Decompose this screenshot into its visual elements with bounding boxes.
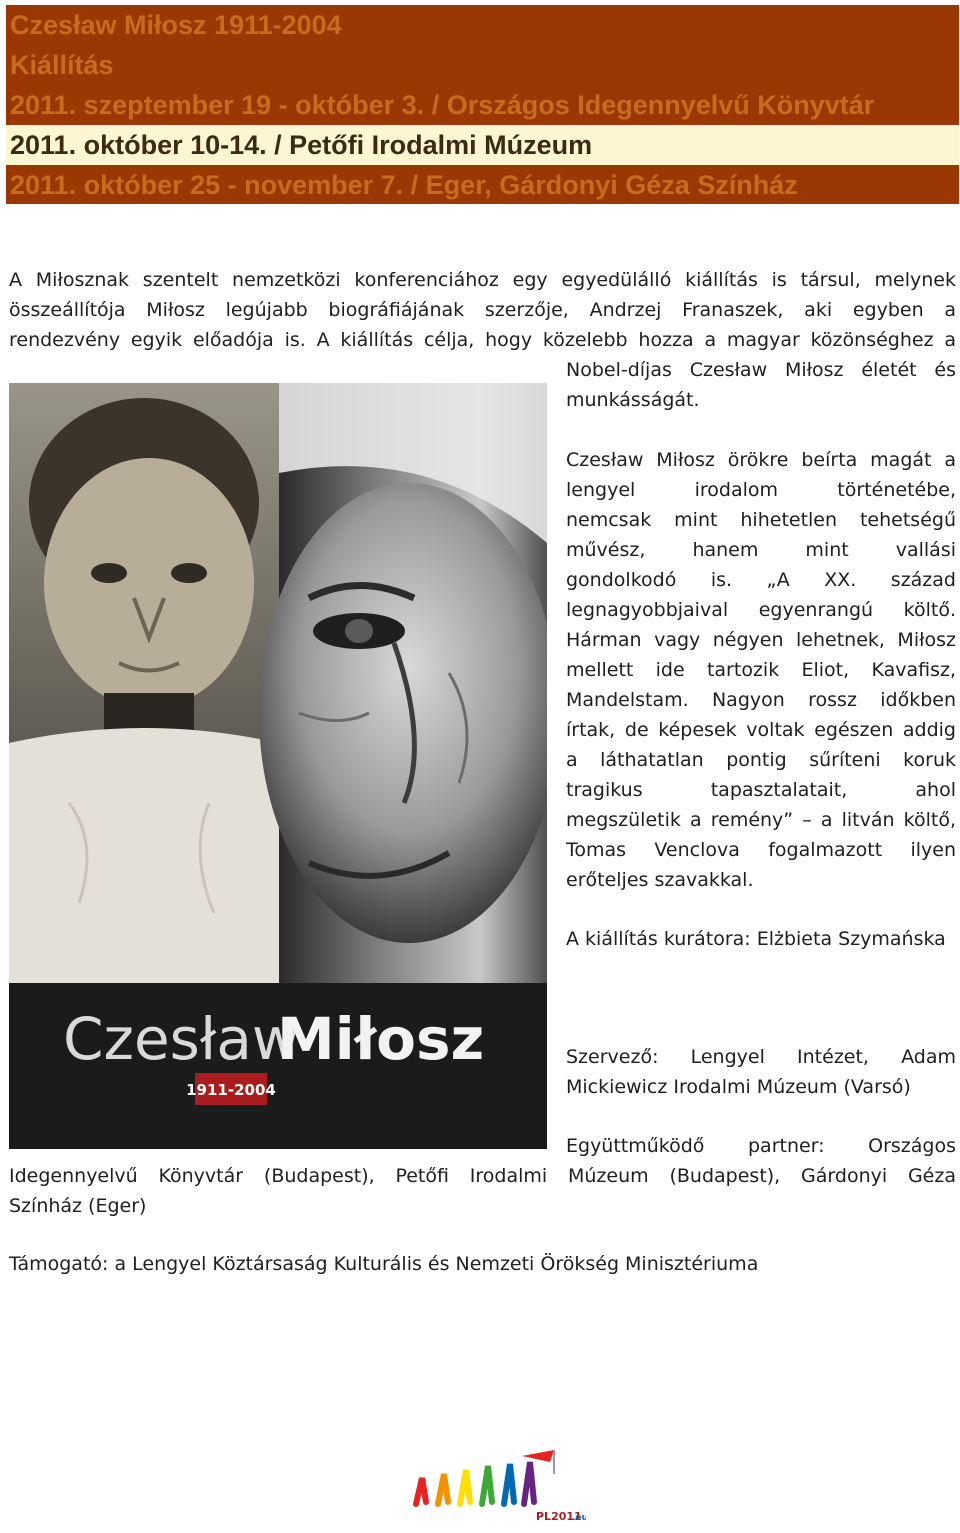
header-banner [6, 5, 959, 204]
tribute-line: lengyel irodalom történetébe, [566, 479, 956, 501]
tribute-line: tragikus tapasztalatait, ahol [566, 779, 956, 801]
logo-text: PL2011 [536, 1510, 582, 1523]
intro-line: A Miłosznak szentelt nemzetközi konferenciához egy egyedülálló kiállítás is társul, melynek [9, 269, 956, 291]
pl2011-logo [404, 1444, 586, 1528]
intro-line: összeállítója Miłosz legújabb biográfiájának szerzője, Andrzej Franaszek, aki egyben a [9, 299, 956, 321]
partner-paragraph [9, 1161, 956, 1221]
partner-line: Idegennyelvű Könyvtár (Budapest), Petőfi Irodalmi Múzeum (Budapest), Gárdonyi Géza [9, 1165, 956, 1187]
sponsor-line: Támogató: a Lengyel Köztársaság Kulturális és Nemzeti Örökség Minisztériuma [9, 1253, 759, 1275]
curator-line: A kiállítás kurátora: Elżbieta Szymańska [566, 928, 946, 950]
organizer-line: Mickiewicz Irodalmi Múzeum (Varsó) [566, 1076, 911, 1098]
intro-paragraph [9, 265, 956, 355]
tribute-line: legnagyobbjaival egyenrangú költő. [566, 599, 956, 621]
banner-subtitle: Kiállítás [10, 50, 114, 80]
poster-name-light: Czesław [63, 1005, 300, 1073]
partner-first-line: Együttműködő partner: Országos [566, 1135, 956, 1157]
tribute-paragraph [566, 445, 956, 895]
poster-graphic [9, 383, 547, 1149]
intro-line: munkásságát. [566, 389, 700, 411]
tribute-line: művész, hanem mint vallási [566, 539, 956, 561]
logo-suffix: .eu [572, 1513, 586, 1523]
organizer-paragraph [566, 1042, 956, 1102]
banner-date-1: 2011. szeptember 19 - október 3. / Országos Idegennyelvű Könyvtár [10, 90, 875, 120]
intro-line: rendezvény egyik előadója is. A kiállítás célja, hogy közelebb hozza a magyar közönséghez a [9, 329, 956, 351]
tribute-line: gondolkodó is. „A XX. század [566, 569, 956, 591]
tribute-line: erőteljes szavakkal. [566, 869, 754, 891]
tribute-line: a láthatatlan pontig sűríteni koruk [566, 749, 956, 771]
organizer-line: Szervező: Lengyel Intézet, Adam [566, 1046, 956, 1068]
tribute-line: nemcsak mint hihetetlen tehetségű [566, 509, 956, 531]
tribute-line: mellett ide tartozik Eliot, Kavafisz, [566, 659, 956, 681]
banner-title: Czesław Miłosz 1911-2004 [10, 10, 342, 40]
tribute-line: Mandelstam. Nagyon rossz időkben [566, 689, 956, 711]
tribute-line: megszületik a remény” – a litván költő, [566, 809, 956, 831]
poster-name-bold: Miłosz [277, 1005, 485, 1073]
banner-date-2: 2011. október 10-14. / Petőfi Irodalmi Múzeum [10, 130, 593, 160]
partner-line: Színház (Eger) [9, 1195, 147, 1217]
intro-line: Nobel-díjas Czesław Miłosz életét és [566, 359, 956, 381]
tribute-line: Hárman vagy négyen lehetnek, Miłosz [566, 629, 956, 651]
pl2011-logo-icon [404, 1444, 586, 1528]
tribute-line: Tomas Venclova fogalmazott ilyen [566, 839, 956, 861]
intro-continuation [566, 355, 956, 415]
tribute-line: írtak, de képesek voltak egészen addig [566, 719, 956, 741]
exhibition-poster [9, 383, 547, 1149]
banner-date-3: 2011. október 25 - november 7. / Eger, Gárdonyi Géza Színház [10, 170, 798, 200]
poster-years: 1911-2004 [186, 1081, 276, 1099]
tribute-line: Czesław Miłosz örökre beírta magát a [566, 449, 956, 471]
